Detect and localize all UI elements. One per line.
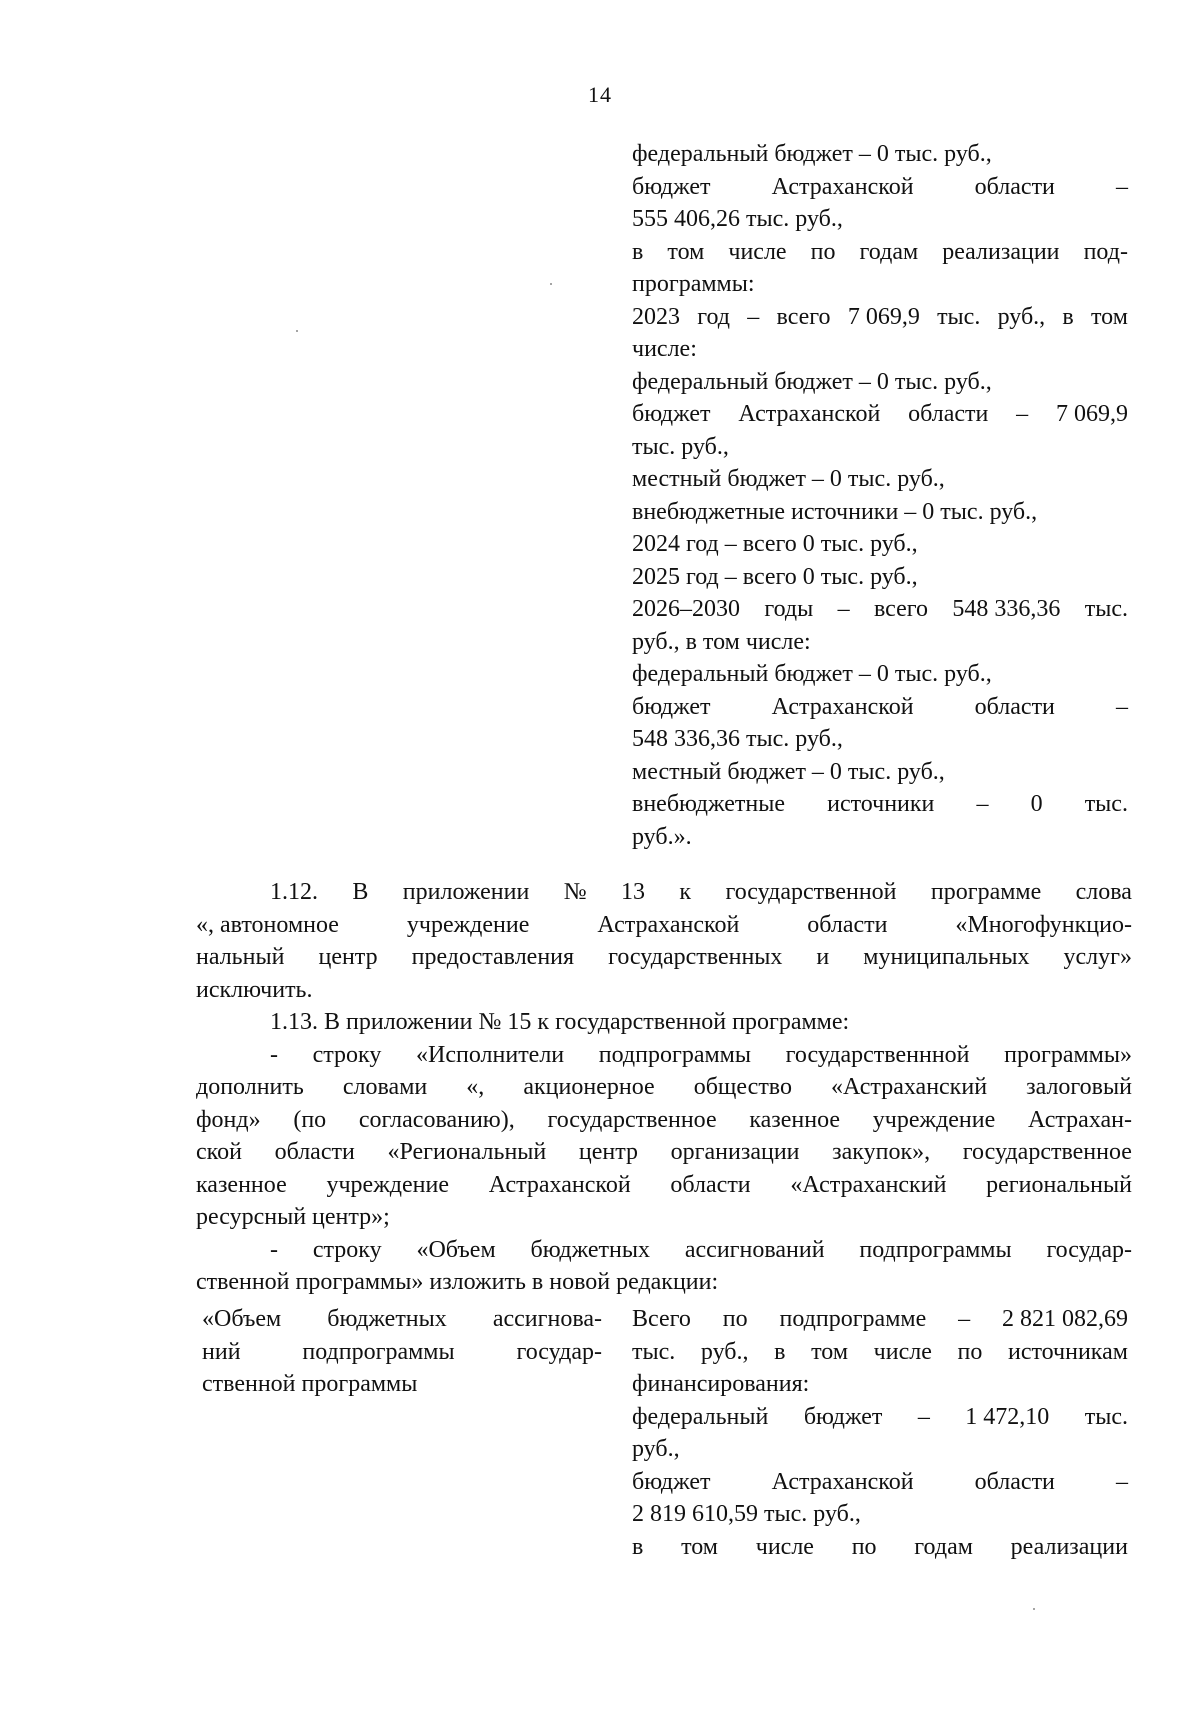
text-line <box>632 236 1128 269</box>
text-line <box>196 1234 1132 1267</box>
word: 0 <box>1030 791 1043 817</box>
word: области <box>974 1468 1055 1495</box>
word: учреждение <box>406 911 530 938</box>
word: ний <box>202 1338 241 1365</box>
word: Астраханской <box>597 911 740 938</box>
word: Астраханской <box>771 173 914 200</box>
word: (по <box>293 1106 327 1133</box>
text-line: 2025 год – всего 0 тыс. руб., <box>632 563 918 590</box>
word: области <box>974 173 1055 200</box>
text-line <box>196 1039 1132 1072</box>
word: «, <box>466 1074 485 1100</box>
word: год <box>697 303 731 330</box>
word: ассигнова- <box>492 1306 602 1332</box>
word: тыс. <box>632 1338 676 1365</box>
word: государственной <box>725 879 897 905</box>
amendment-paragraphs <box>196 876 1132 1299</box>
word: программе <box>930 879 1042 905</box>
text-line <box>632 593 1128 626</box>
word: внебюджетные <box>632 791 785 817</box>
word: в <box>1062 303 1074 330</box>
word: Астрахан- <box>1028 1106 1132 1133</box>
word: тыс. <box>937 303 981 330</box>
word: в <box>774 1338 786 1365</box>
word: залоговый <box>1026 1074 1132 1100</box>
word: фонд» <box>196 1106 261 1133</box>
text-line <box>632 171 1128 204</box>
word: – <box>976 791 989 817</box>
text-line <box>632 301 1128 334</box>
word: тыс. <box>1084 791 1128 817</box>
text-line: 2 819 610,59 тыс. руб., <box>632 1501 861 1527</box>
word: 2 821 082,69 <box>1002 1306 1128 1332</box>
word: государ- <box>1046 1236 1132 1263</box>
text-line: местный бюджет – 0 тыс. руб., <box>632 758 945 785</box>
word: В <box>352 879 369 905</box>
table-left-cell <box>202 1303 602 1401</box>
word: числе <box>728 238 787 265</box>
word: тыс. <box>1084 596 1128 622</box>
word: подпрограммы <box>859 1236 1012 1263</box>
word: - <box>270 1236 278 1263</box>
budget-continuation-column <box>632 138 1128 853</box>
text-line <box>632 1303 1128 1336</box>
text-line <box>632 788 1128 821</box>
word: том <box>1091 303 1128 330</box>
word: учреждение <box>326 1171 449 1198</box>
text-line: федеральный бюджет – 0 тыс. руб., <box>632 141 992 167</box>
word: словами <box>342 1074 428 1100</box>
word: закупок», <box>832 1139 931 1165</box>
word: государственное <box>962 1139 1132 1165</box>
word: акционерное <box>523 1074 655 1100</box>
text-line <box>632 398 1128 431</box>
word: учреждение <box>872 1106 996 1133</box>
word: бюджетных <box>327 1306 447 1332</box>
word: всего <box>776 303 831 330</box>
word: муниципальных <box>863 944 1030 970</box>
text-line: программы: <box>632 271 755 297</box>
text-line: ресурсный центр»; <box>196 1204 390 1230</box>
word: казенное <box>196 1171 287 1198</box>
word: – <box>747 303 760 330</box>
text-line <box>632 691 1128 724</box>
word: государственное <box>547 1106 717 1133</box>
text-line: руб.». <box>632 823 692 850</box>
word: подпрограмме <box>779 1306 927 1332</box>
text-line: федеральный бюджет – 0 тыс. руб., <box>632 661 992 687</box>
text-line: ственной программы <box>202 1371 418 1397</box>
text-line <box>196 1136 1132 1169</box>
word: «, автономное <box>196 911 339 938</box>
word: в <box>632 1533 644 1560</box>
word: Астраханской <box>488 1171 631 1198</box>
word: источники <box>827 791 935 817</box>
text-line <box>632 1466 1128 1499</box>
text-line: финансирования: <box>632 1371 810 1397</box>
text-line <box>202 1336 602 1369</box>
word: «Астраханский <box>831 1074 988 1100</box>
word: реализации <box>1010 1533 1128 1560</box>
word: согласованию), <box>358 1106 515 1133</box>
word: области <box>670 1171 751 1198</box>
word: – <box>1116 693 1128 720</box>
word: «Многофункцио- <box>955 911 1132 938</box>
word: «Исполнители <box>416 1041 565 1068</box>
text-line <box>196 1071 1132 1104</box>
word: «Региональный <box>387 1139 547 1165</box>
word: федеральный <box>632 1403 769 1430</box>
word: Астраханской <box>738 401 881 427</box>
word: 7 069,9 <box>847 303 920 330</box>
word: реализации <box>942 238 1060 265</box>
text-line <box>196 1104 1132 1137</box>
scan-speck <box>296 330 298 332</box>
word: под- <box>1083 238 1128 265</box>
scan-speck <box>1033 1608 1035 1610</box>
text-line: 555 406,26 тыс. руб., <box>632 206 843 232</box>
scan-speck <box>550 283 552 285</box>
word: 2023 <box>632 303 680 330</box>
text-line: местный бюджет – 0 тыс. руб., <box>632 466 945 492</box>
text-line <box>632 1531 1128 1564</box>
word: Всего <box>632 1306 691 1332</box>
word: руб., <box>997 303 1046 330</box>
text-line: ственной программы» изложить в новой редакции: <box>196 1269 719 1295</box>
text-line <box>196 1169 1132 1202</box>
text-line <box>196 876 1132 909</box>
word: региональный <box>986 1171 1132 1198</box>
word: организации <box>670 1139 800 1165</box>
word: - <box>270 1041 278 1068</box>
word: – <box>917 1403 930 1430</box>
word: по <box>810 238 836 265</box>
word: и <box>816 944 830 970</box>
word: области <box>908 401 989 427</box>
word: числе <box>755 1533 814 1560</box>
word: бюджетных <box>530 1236 651 1263</box>
text-line <box>632 1336 1128 1369</box>
text-line: руб., в том числе: <box>632 628 811 655</box>
word: – <box>1116 1468 1128 1495</box>
word: 13 <box>621 879 645 905</box>
word: государственнной <box>785 1041 970 1068</box>
word: 1.12. <box>270 879 318 905</box>
text-line <box>202 1303 602 1336</box>
word: годам <box>914 1533 973 1560</box>
word: нальный <box>196 944 285 970</box>
word: области <box>974 693 1055 720</box>
word: к <box>679 879 692 905</box>
word: дополнить <box>196 1074 304 1100</box>
word: по <box>722 1306 748 1332</box>
word: 2026–2030 <box>632 596 740 622</box>
word: годам <box>859 238 919 265</box>
word: услуг» <box>1063 944 1132 970</box>
word: 7 069,9 <box>1055 401 1128 427</box>
text-line: руб., <box>632 1436 680 1462</box>
word: ской <box>196 1139 242 1165</box>
word: бюджет <box>632 693 711 720</box>
text-line <box>196 909 1132 942</box>
word: – <box>958 1306 971 1332</box>
word: числе <box>873 1338 932 1365</box>
text-line: тыс. руб., <box>632 433 729 460</box>
word: руб., <box>700 1338 749 1365</box>
word: общество <box>693 1074 792 1100</box>
word: «Астраханский <box>790 1171 947 1198</box>
word: бюджет <box>803 1403 883 1430</box>
word: ассигнований <box>684 1236 825 1263</box>
text-line: внебюджетные источники – 0 тыс. руб., <box>632 498 1038 525</box>
word: слова <box>1075 879 1132 905</box>
word: подпрограммы <box>598 1041 751 1068</box>
word: Астраханской <box>771 693 914 720</box>
text-line: числе: <box>632 336 697 362</box>
word: – <box>1116 173 1128 200</box>
word: всего <box>873 596 929 622</box>
page-number: 14 <box>588 82 612 107</box>
word: том <box>681 1533 718 1560</box>
word: Астраханской <box>771 1468 914 1495</box>
text-line: 2024 год – всего 0 тыс. руб., <box>632 531 918 557</box>
word: программы» <box>1004 1041 1132 1068</box>
word: строку <box>312 1041 382 1068</box>
word: 548 336,36 <box>952 596 1061 622</box>
word: государ- <box>516 1338 602 1365</box>
word: «Объем <box>416 1236 496 1263</box>
word: по <box>851 1533 877 1560</box>
word: предоставления <box>411 944 575 970</box>
word: строку <box>312 1236 382 1263</box>
word: бюджет <box>632 1468 711 1495</box>
word: годы <box>764 596 814 622</box>
word: казенное <box>749 1106 841 1133</box>
word: подпрограммы <box>302 1338 455 1365</box>
text-line: 548 336,36 тыс. руб., <box>632 726 843 752</box>
word: области <box>807 911 888 938</box>
word: бюджет <box>632 173 711 200</box>
word: бюджет <box>632 401 711 427</box>
text-line: федеральный бюджет – 0 тыс. руб., <box>632 368 992 395</box>
text-line: исключить. <box>196 976 313 1003</box>
word: – <box>837 596 850 622</box>
word: № <box>563 879 587 905</box>
word: в <box>632 238 644 265</box>
word: области <box>274 1139 355 1165</box>
word: 1 472,10 <box>965 1403 1050 1430</box>
word: приложении <box>402 879 530 905</box>
word: том <box>667 238 705 265</box>
word: – <box>1016 401 1029 427</box>
text-line <box>632 1401 1128 1434</box>
text-line: 1.13. В приложении № 15 к государственной программе: <box>270 1009 850 1035</box>
word: государственных <box>608 944 783 970</box>
word: источникам <box>1007 1338 1128 1365</box>
word: центр <box>578 1139 639 1165</box>
word: «Объем <box>202 1306 282 1332</box>
word: по <box>957 1338 983 1365</box>
word: тыс. <box>1084 1403 1128 1430</box>
word: центр <box>318 944 378 970</box>
word: том <box>811 1338 849 1365</box>
table-right-cell <box>632 1303 1128 1563</box>
text-line <box>196 941 1132 974</box>
